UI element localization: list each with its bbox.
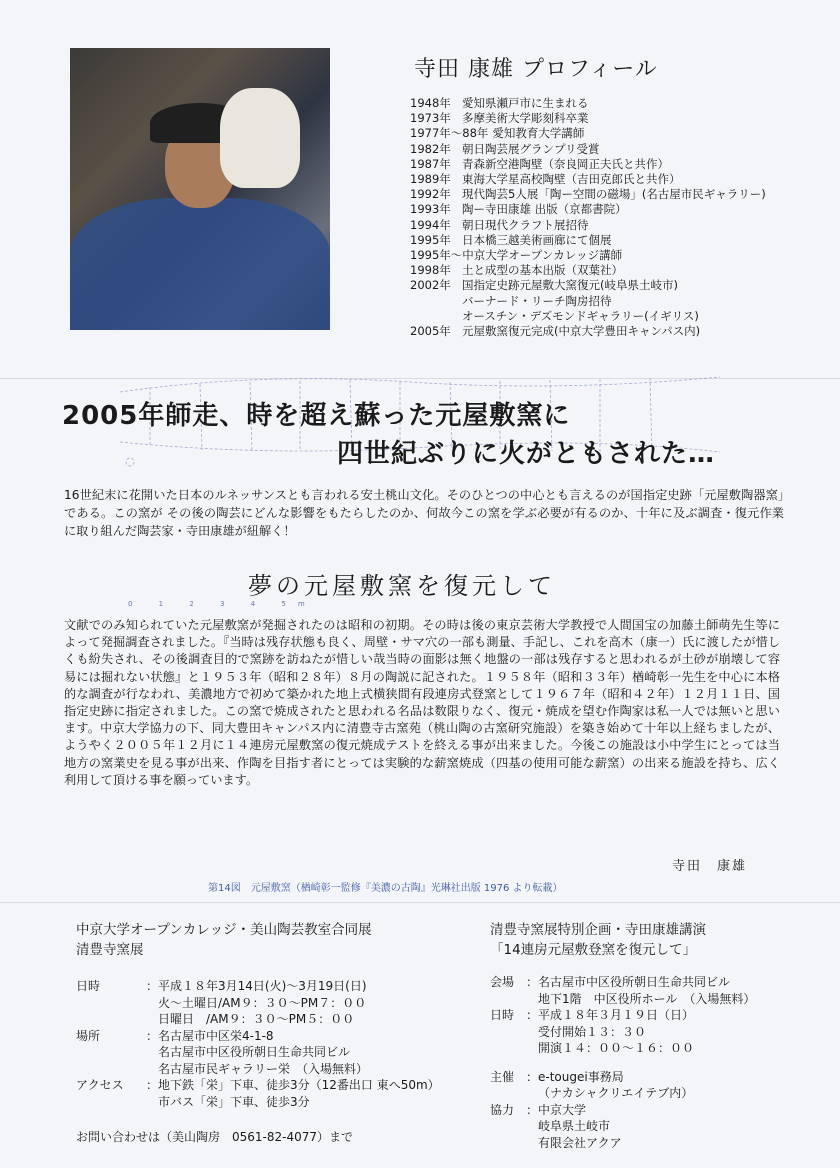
info-label: 場所 (76, 1028, 101, 1043)
info-label: 協力 (490, 1102, 515, 1117)
info-row (76, 1028, 456, 1045)
profile-year: 2002年 (410, 278, 451, 293)
info-label: アクセス (76, 1078, 124, 1092)
profile-item (410, 278, 830, 293)
info-sep (526, 1118, 538, 1135)
info-label: 会場 (490, 975, 515, 989)
paper-fold-bottom (0, 902, 840, 903)
profile-text: 元屋敷窯復元完成(中京大学豊田キャンパス内) (462, 324, 701, 339)
profile-text: 現代陶芸5人展「陶ー空間の磁場」(名古屋市民ギャラリー) (462, 187, 766, 202)
info-row (490, 991, 820, 1008)
profile-text: 土と成型の基本出版（双葉社） (462, 263, 623, 278)
profile-item (410, 202, 830, 217)
intro-paragraph: 16世紀末に花開いた日本のルネッサンスとも言われる安土桃山文化。そのひとつの中心とも言えるのが国指定史跡「元屋敷陶器窯」である。この窯が その後の陶芸にどんな影響をもたらしたのか、何故今この窯を学ぶ必要が有るのか、十年に及ぶ調査・復元作業に取り組んだ陶芸家・寺田康雄が紐解く！ (64, 488, 784, 538)
profile-list (410, 96, 830, 339)
profile-text: 国指定史跡元屋敷大窯復元(岐阜県土岐市) (462, 278, 678, 293)
info-value: 名古屋市民ギャラリー栄 （入場無料） (158, 1061, 369, 1076)
info-label: 日時 (490, 1008, 515, 1022)
profile-year: 1995年 (410, 232, 451, 247)
info-row (490, 1102, 820, 1119)
info-row (76, 978, 456, 995)
profile-item (410, 309, 830, 324)
profile-item (410, 233, 830, 248)
profile-text: 青森新空港陶壁（奈良岡正夫氏と共作） (462, 156, 669, 171)
info-label (76, 1011, 146, 1028)
info-value: 地下鉄「栄」下車、徒歩3分（12番出口 東へ50m） (158, 1078, 440, 1092)
profile-item (410, 126, 830, 141)
scale-bar-label: 0 1 2 3 4 5m (128, 600, 317, 608)
info-label (490, 1085, 526, 1102)
profile-item (410, 218, 830, 233)
info-row (490, 1040, 820, 1057)
profile-item (410, 157, 830, 172)
photo-body (70, 198, 330, 330)
info-sep (526, 1135, 538, 1152)
info-value: 岐阜県土岐市 (538, 1119, 611, 1133)
author-signature: 寺田 康雄 (672, 859, 748, 874)
lecture-title-line1: 清豊寺窯展特別企画・寺田康雄講演 (490, 922, 706, 938)
info-value: 地下1階 中区役所ホール （入場無料） (538, 991, 756, 1006)
profile-year: 1989年 (410, 172, 451, 187)
headline-line1: 2005年師走、時を超え蘇った元屋敷窯に (62, 401, 571, 431)
info-value: 中京大学 (538, 1102, 587, 1117)
info-sep (526, 991, 538, 1008)
info-row (490, 1069, 820, 1086)
info-label (490, 1040, 526, 1057)
info-row (490, 1135, 820, 1152)
profile-year (410, 294, 462, 309)
profile-text: 朝日陶芸展グランプリ受賞 (462, 141, 600, 156)
profile-year: 1994年 (410, 217, 451, 232)
profile-year: 2005年 (410, 324, 451, 339)
info-sep (146, 1061, 158, 1078)
profile-text: 朝日現代クラフト展招待 (462, 217, 589, 232)
info-value: 有限会社アクア (538, 1135, 622, 1150)
profile-text: 陶ー寺田康雄 出版（京都書院） (462, 202, 627, 217)
info-sep: ： (146, 1078, 159, 1092)
info-label (76, 1044, 146, 1061)
info-label (76, 995, 146, 1012)
profile-item (410, 324, 830, 339)
exhibition-title-line2: 清豊寺窯展 (76, 942, 144, 958)
exhibition-details (76, 978, 456, 1110)
info-label (76, 1094, 146, 1111)
info-value: 平成１８年３月１９日（日） (538, 1008, 695, 1022)
info-row (76, 1011, 456, 1028)
info-label (490, 991, 526, 1008)
info-label: 日時 (76, 979, 101, 993)
profile-item (410, 187, 830, 202)
spacer (490, 1057, 820, 1069)
profile-year: 1995年〜 (410, 248, 463, 263)
info-row (490, 1007, 820, 1024)
headline-line2: 四世紀ぶりに火がともされた… (337, 439, 716, 469)
info-sep: ： (146, 1028, 159, 1043)
lecture-title-line2: 「14連房元屋敷登窯を復元して」 (490, 942, 697, 958)
info-row (76, 1044, 456, 1061)
profile-year: 1993年 (410, 202, 451, 217)
exhibition-info (76, 920, 456, 1110)
profile-year: 1973年 (410, 111, 451, 126)
profile-text: 愛知教育大学講師 (492, 126, 585, 141)
photo-glove (220, 88, 300, 188)
info-row (490, 1024, 820, 1041)
profile-year: 1982年 (410, 141, 451, 156)
info-label (490, 1135, 526, 1152)
profile-text: 愛知県瀬戸市に生まれる (462, 96, 589, 110)
lecture-details (490, 974, 820, 1151)
info-label (490, 1118, 526, 1135)
info-sep: ： (526, 1008, 539, 1022)
info-sep: ： (146, 979, 159, 993)
info-sep (526, 1040, 538, 1057)
section-subtitle: 夢の元屋敷窯を復元して (248, 572, 556, 600)
profile-year (410, 309, 462, 324)
info-value: e-tougei事務局 (538, 1069, 624, 1084)
profile-item (410, 172, 830, 187)
profile-text: 東海大学星高校陶壁（吉田克郎氏と共作） (462, 172, 681, 187)
info-sep (146, 1094, 158, 1111)
profile-text: バーナード・リーチ陶房招待 (462, 293, 612, 308)
info-value: 名古屋市中区役所朝日生命共同ビル (158, 1045, 351, 1059)
info-sep: ： (526, 1069, 539, 1084)
info-sep: ： (526, 975, 539, 989)
info-value: 日曜日 /AM９：３０〜PM５：００ (158, 1012, 355, 1026)
info-label (76, 1061, 146, 1078)
profile-text: 多摩美術大学彫刻科卒業 (462, 111, 589, 126)
info-row (490, 1118, 820, 1135)
info-row (490, 974, 820, 991)
artist-photo (70, 48, 330, 330)
profile-item (410, 96, 830, 111)
profile-text: 日本橋三越美術画廊にて個展 (462, 232, 612, 247)
info-label: 主催 (490, 1069, 515, 1084)
info-value: 受付開始１３：３０ (538, 1024, 647, 1039)
profile-text: オースチン・デズモンドギャラリー(イギリス) (462, 308, 699, 323)
profile-item (410, 248, 830, 263)
info-value: 名古屋市中区役所朝日生命共同ビル (538, 975, 731, 989)
info-value: 開演１４：００〜１６：００ (538, 1041, 695, 1055)
figure-caption: 第14図 元屋敷窯（楢崎彰一監修『美濃の古陶』光琳社出版 1976 より転載） (208, 883, 563, 894)
profile-text: 中京大学オープンカレッジ講師 (462, 248, 623, 263)
profile-year: 1992年 (410, 187, 451, 202)
info-sep: ： (526, 1102, 539, 1117)
lecture-info (490, 920, 820, 1151)
info-row (76, 995, 456, 1012)
profile-year: 1977年〜88年 (410, 126, 489, 141)
profile-year: 1998年 (410, 263, 451, 278)
info-row (76, 1061, 456, 1078)
profile-item (410, 263, 830, 278)
info-row (76, 1077, 456, 1094)
info-sep (146, 995, 158, 1012)
info-value: （ナカシャクリエイテブ内） (538, 1086, 694, 1100)
inquiry-contact: お問い合わせは（美山陶房 0561-82-4077）まで (76, 1130, 354, 1144)
profile-item (410, 294, 830, 309)
info-sep (146, 1011, 158, 1028)
info-value: 火〜土曜日/AM９：３０〜PM７：００ (158, 995, 367, 1010)
info-value: 市バス「栄」下車、徒歩3分 (158, 1094, 310, 1109)
info-value: 平成１８年3月14日(火)〜3月19日(日) (158, 979, 367, 993)
profile-item (410, 111, 830, 126)
exhibition-title-line1: 中京大学オープンカレッジ・美山陶芸教室合同展 (76, 922, 372, 938)
profile-item (410, 142, 830, 157)
profile-year: 1987年 (410, 156, 451, 171)
info-row (490, 1085, 820, 1102)
info-row (76, 1094, 456, 1111)
info-label (490, 1024, 526, 1041)
info-sep (526, 1024, 538, 1041)
info-value: 名古屋市中区栄4-1-8 (158, 1028, 274, 1043)
profile-year: 1948年 (410, 96, 451, 110)
info-sep (526, 1085, 538, 1102)
info-sep (146, 1044, 158, 1061)
profile-title: 寺田 康雄 プロフィール (414, 57, 658, 82)
body-paragraph: 文献でのみ知られていた元屋敷窯が発掘されたのは昭和の初期。その時は後の東京芸術大学教授で人間国宝の加藤土師萌先生等によって発掘調査されました。『当時は残存状態も良く、周壁・サマ穴の一部も測量、手記し、これを高木（康一）氏に渡したが惜しくも紛失され、その後調査目的で窯跡を訪ねたが惜しい哉当時の面影は無く地盤の一部は残存すると思われるが土砂が崩壊して容易には掘れない状態』と１９５３年（昭和２８年）８月の陶説に記された。１９５８年（昭和３３年）楢崎彰一先生を中心に本格的な調査が行なわれ、美濃地方で初めて築かれた地上式横狭間有段連房式登窯として１９６７年（昭和４２年）１２月１１日、国指定史跡に指定されました。この窯で焼成されたと思われる名品は数限りなく、復元・焼成を望む作陶家は私一人では無いと思います。中京大学協力の下、同大豊田キャンパス内に清豊寺古窯苑（桃山陶の古窯研究施設）を築き始めて十年以上経ちましたが、ようやく２００５年１２月に１４連房元屋敷窯の復元焼成テストを終える事が出来ました。今後この施設は小中学生にとっては当地方の窯業史を見る事が出来、作陶を目指す者にとっては実験的な薪窯焼成（四基の使用可能な薪窯）の出来る施設を持ち、広く利用して頂ける事を願っています。 (64, 618, 780, 787)
